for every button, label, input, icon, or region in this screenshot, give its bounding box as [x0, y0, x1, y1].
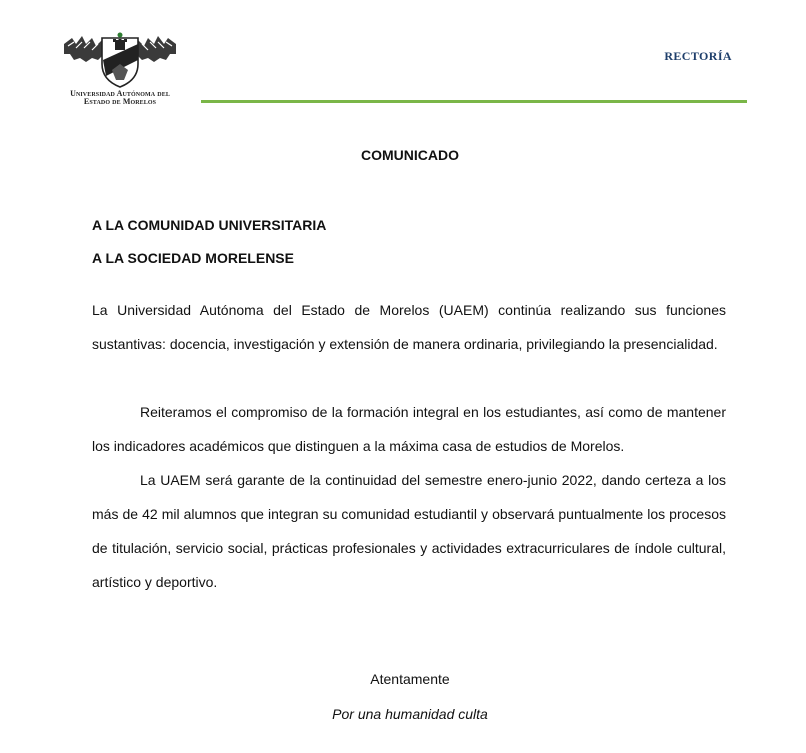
addressee-university: A LA COMUNIDAD UNIVERSITARIA	[92, 217, 327, 233]
addressee-society: A LA SOCIEDAD MORELENSE	[92, 250, 294, 266]
logo-caption-line2: Estado de Morelos	[83, 97, 157, 106]
logo-caption	[58, 90, 182, 106]
closing-salutation: Atentamente	[370, 671, 450, 687]
university-motto: Por una humanidad culta	[332, 706, 488, 722]
department-name: RECTORÍA	[664, 49, 732, 63]
paragraph-semester: La UAEM será garante de la continuidad del semestre enero-junio 2022, dando certeza a los más de 42 mil alumnos que integran su comunidad estudiantil y observará puntualmente los procesos de titulación, servicio social, prácticas profesionales y actividades extracurriculares de índole cultural, artístico y deportivo.	[92, 472, 726, 590]
paragraph-functions: La Universidad Autónoma del Estado de Morelos (UAEM) continúa realizando sus funciones sustantivas: docencia, investigación y extensión de manera ordinaria, privilegiando la presencialidad.	[92, 302, 726, 352]
logo-caption-line1: Universidad Autónoma del	[70, 89, 170, 98]
header-divider	[201, 100, 747, 103]
paragraph-commitment: Reiteramos el compromiso de la formación integral en los estudiantes, así como de mantener los indicadores académicos que distinguen a la máxima casa de estudios de Morelos.	[92, 404, 726, 454]
university-logo	[58, 30, 184, 110]
university-crest-icon	[62, 30, 178, 88]
document-title: COMUNICADO	[361, 147, 459, 163]
